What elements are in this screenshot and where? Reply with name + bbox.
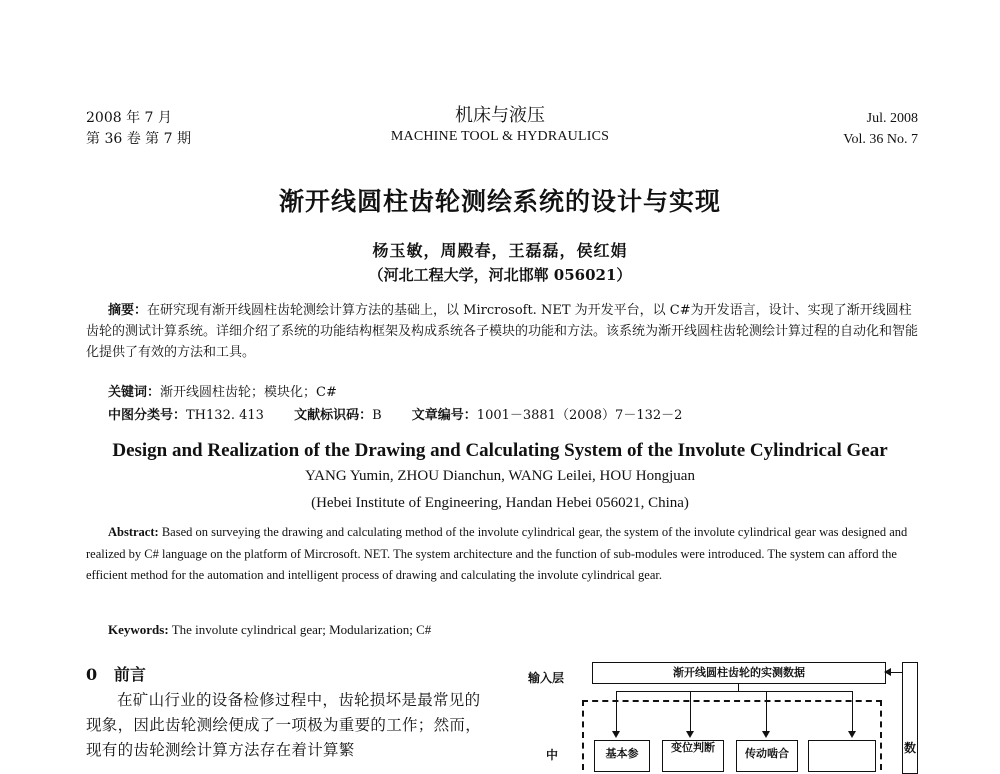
issue-info-en-block (843, 108, 918, 150)
connector-line (852, 691, 853, 733)
section-heading (86, 662, 146, 685)
issue-volume: 第 36 卷 第 7 期 (86, 131, 191, 147)
module-label: 变位判断 (671, 741, 715, 754)
journal-name-en: MACHINE TOOL & HYDRAULICS (390, 129, 610, 144)
measured-data-label: 渐开线圆柱齿轮的实测数据 (673, 666, 805, 679)
abstract-en (86, 522, 920, 587)
right-layer-box (902, 662, 918, 774)
measured-data-box (592, 662, 886, 684)
connector-line (690, 691, 691, 733)
abstract-en-label: Abstract: (108, 525, 159, 539)
affiliation-en: (Hebei Institute of Engineering, Handan Hebei 056021, China) (311, 495, 689, 511)
affiliation-cn: （河北工程大学，河北邯郸 056021） (368, 266, 632, 284)
abstract-en-text: Based on surveying the drawing and calculating method of the involute cylindrical gear, the system of the involute cylindrical gear was designed and realized by C# language on the platform of Mircrosoft. NET. The system architecture and the function of sub-modules were introduced. The system can afford the efficient method for the automation and intelligent process of drawing and calculating the involute cylindrical gear. (86, 525, 908, 582)
issue-volume-en: Vol. 36 No. 7 (843, 132, 918, 147)
input-layer-label: 输入层 (528, 671, 565, 685)
section-title: 前言 (113, 665, 146, 684)
middle-layer-label: 中 (546, 748, 559, 762)
keywords-en-text: The involute cylindrical gear; Modularization; C# (171, 622, 432, 637)
arrow-down-icon (612, 731, 620, 738)
arrow-down-icon (686, 731, 694, 738)
module-box-shift-judge (662, 740, 724, 772)
distribution-line (616, 691, 852, 692)
keywords-en-label: Keywords: (108, 622, 169, 637)
journal-name-cn: 机床与液压 (455, 105, 545, 126)
issue-date-en: Jul. 2008 (866, 111, 918, 126)
abstract-cn (86, 300, 920, 363)
keywords-cn-text: 渐开线圆柱齿轮；模块化；C# (160, 385, 337, 400)
arrow-down-icon (848, 731, 856, 738)
connector-line (738, 683, 739, 691)
module-frame-top (582, 700, 882, 702)
body-paragraph: 在矿山行业的设备检修过程中，齿轮损坏是最常见的现象，因此齿轮测绘便成了一项极为重要的工作；然而，现有的齿轮测绘计算方法存在着计算繁 (86, 691, 482, 759)
connector-line (766, 691, 767, 733)
paper-title-en: Design and Realization of the Drawing and Calculating System of the Involute Cylindrical Gear (112, 440, 888, 461)
abstract-cn-text: 在研究现有渐开线圆柱齿轮测绘计算方法的基础上，以 Mircrosoft. NET 为开发平台，以 C#为开发语言，设计、实现了渐开线圆柱齿轮的测试计算系统。详细介绍了系统的功能结构框架及构成系统各子模块的功能和方法。该系统为渐开线圆柱齿轮测绘计算过程的自动化和智能化提供了有效的方法和工具。 (86, 303, 919, 360)
article-no-label: 文章编号： (411, 408, 477, 423)
keywords-cn-label: 关键词： (108, 385, 161, 400)
arrow-left-icon (884, 668, 891, 676)
issue-date: 2008 年 7 月 (86, 110, 172, 126)
keywords-cn (108, 381, 337, 400)
doc-code-value: B (372, 408, 382, 423)
authors-en: YANG Yumin, ZHOU Dianchun, WANG Leilei, HOU Hongjuan (305, 468, 695, 484)
arrow-down-icon (762, 731, 770, 738)
paper-title-cn: 渐开线圆柱齿轮测绘系统的设计与实现 (278, 187, 721, 216)
clc-label: 中图分类号： (108, 408, 187, 423)
module-box-basic-params (594, 740, 650, 772)
right-layer-label: 数 (904, 741, 917, 755)
section-number: 0 (86, 665, 98, 684)
module-label: 基本参 (605, 747, 639, 760)
doc-code-label: 文献标识码： (294, 408, 373, 423)
module-label: 传动啮合 (745, 747, 789, 760)
clc-value: TH132. 413 (186, 408, 264, 423)
classification-cn (108, 404, 708, 423)
keywords-en (108, 622, 431, 638)
abstract-cn-label: 摘要： (108, 303, 148, 318)
module-box-extra (808, 740, 876, 772)
article-no-value: 1001－3881（2008）7－132－2 (476, 408, 683, 423)
authors-cn: 杨玉敏，周殿春，王磊磊，侯红娟 (372, 241, 628, 260)
module-box-meshing (736, 740, 798, 772)
connector-line (616, 691, 617, 733)
